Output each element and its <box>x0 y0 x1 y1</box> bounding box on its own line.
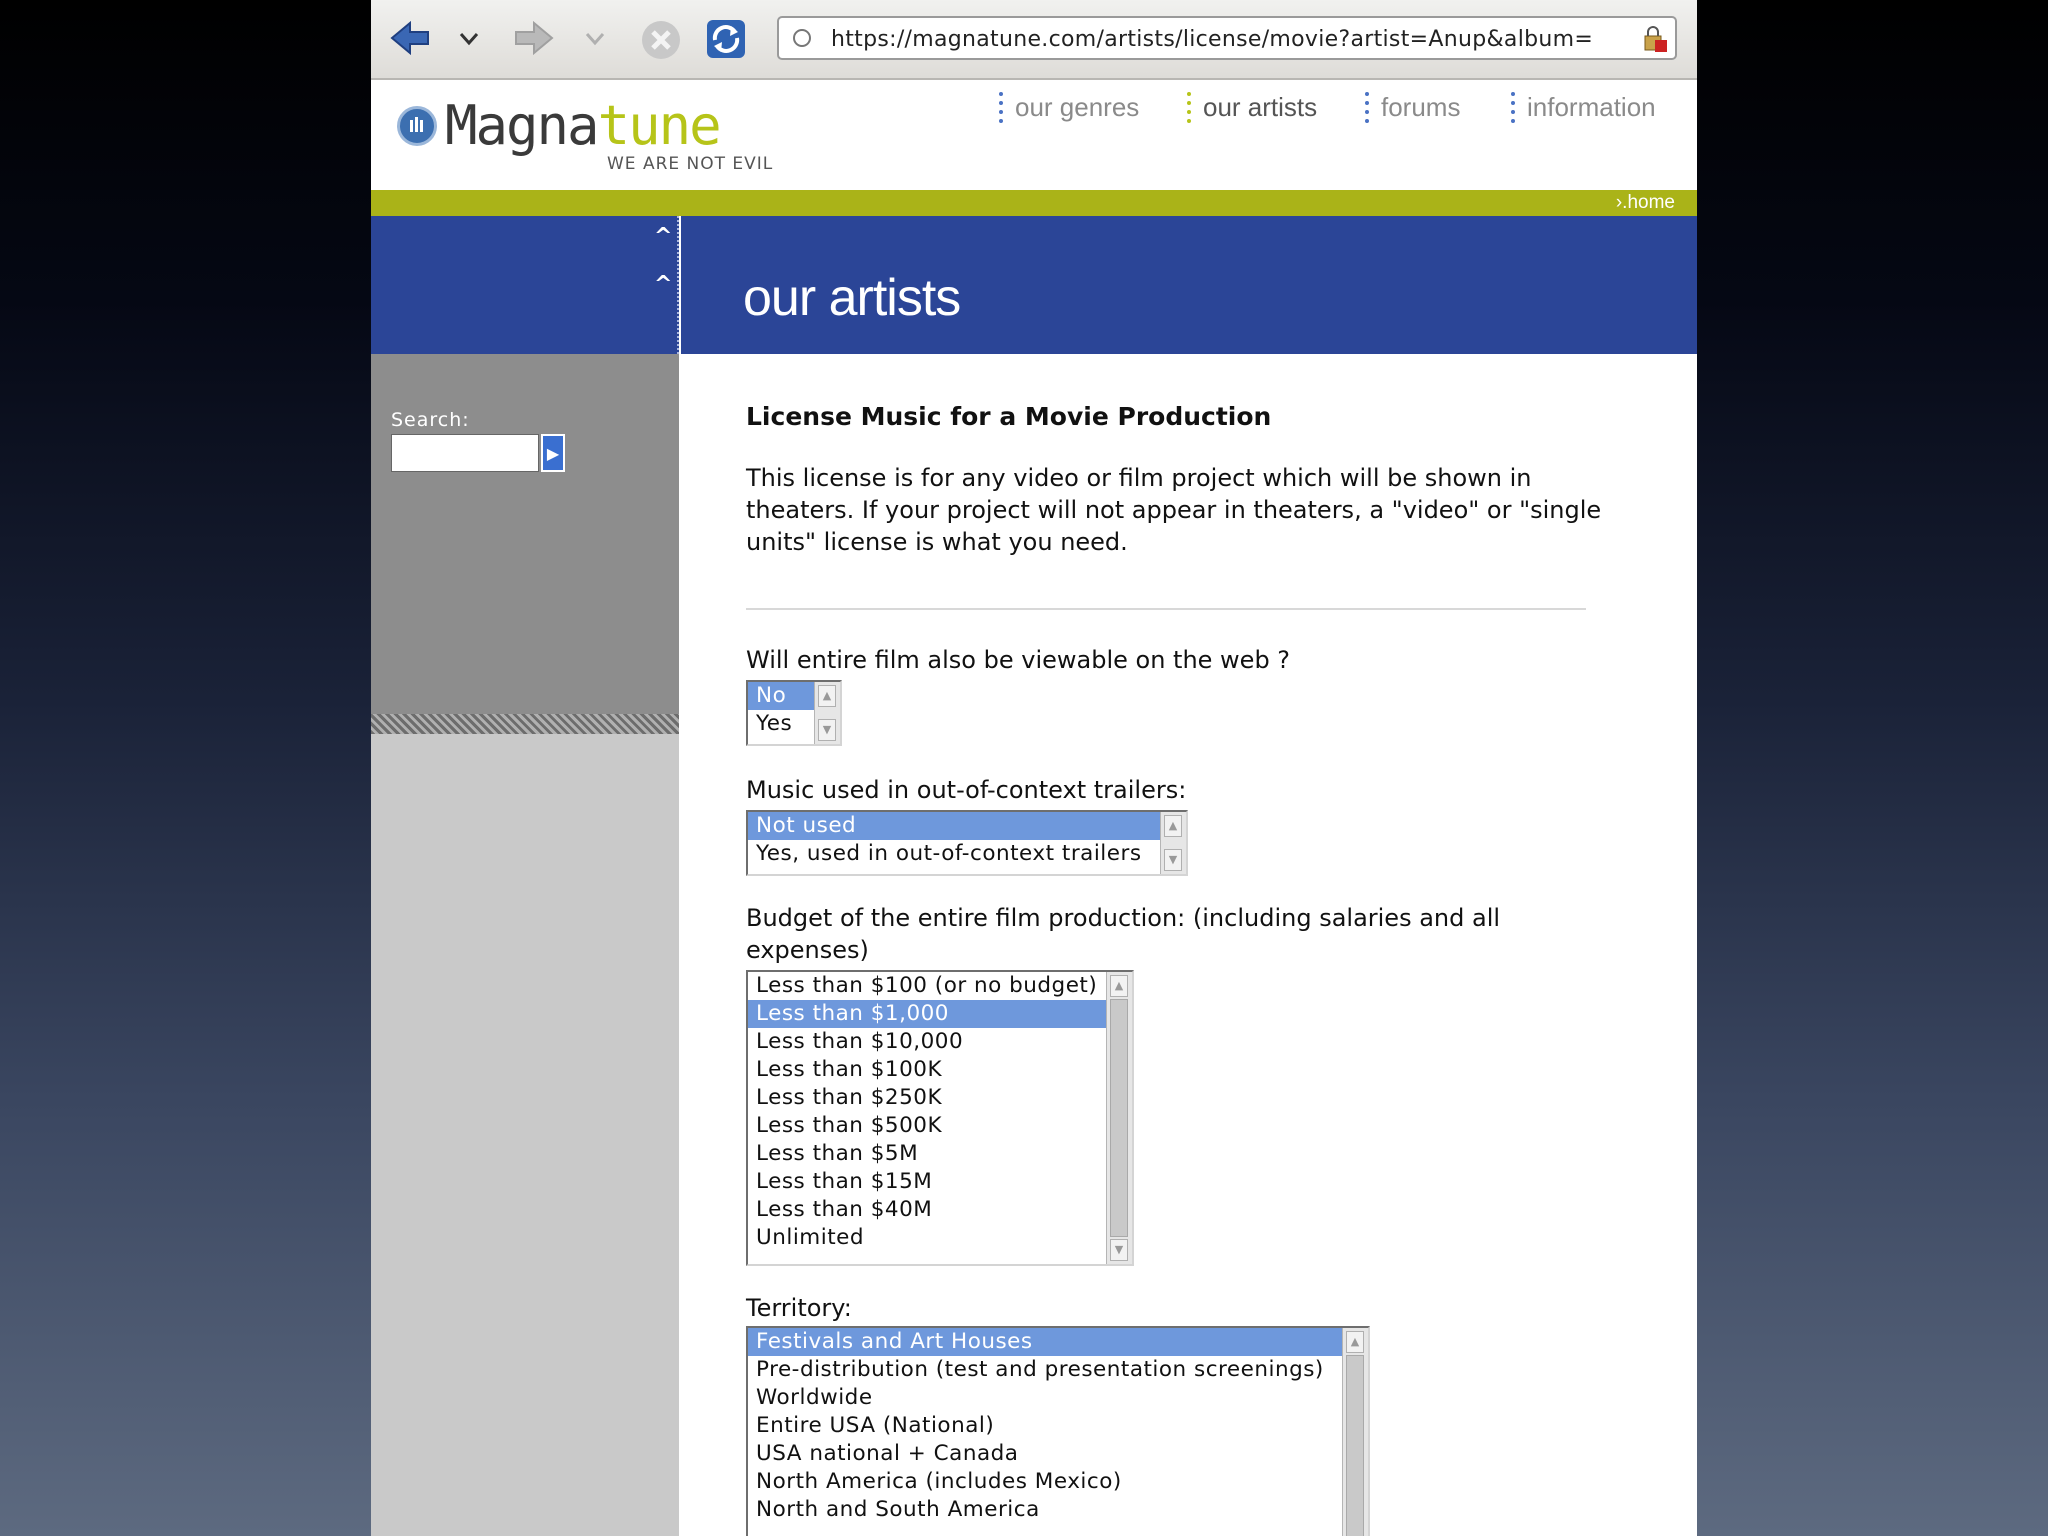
scrollbar[interactable] <box>1160 812 1186 874</box>
scroll-up-arrow-icon[interactable]: ▲ <box>1346 1331 1364 1353</box>
forward-arrow-icon[interactable] <box>513 18 555 58</box>
logo-text-tune: tune <box>597 94 720 157</box>
collapse-up-icon-2[interactable]: ^ <box>654 272 673 297</box>
url-text: https://magnatune.com/artists/license/movie?artist=Anup&album= <box>831 27 1594 52</box>
browser-toolbar <box>371 0 1697 80</box>
list-option[interactable]: North and South America <box>756 1497 1040 1522</box>
home-link-label: home <box>1627 192 1675 213</box>
sidebar <box>371 354 679 714</box>
list-option[interactable]: Not used <box>748 812 1160 840</box>
list-option[interactable]: Festivals and Art Houses <box>748 1328 1342 1356</box>
trailers-select[interactable] <box>746 810 1188 876</box>
list-option[interactable]: Less than $15M <box>756 1169 933 1194</box>
list-option[interactable]: Yes <box>756 711 793 736</box>
license-title: License Music for a Movie Production <box>746 402 1272 431</box>
main-content <box>681 354 1697 1536</box>
site-header <box>371 80 1697 190</box>
site-tagline: WE ARE NOT EVIL <box>607 154 774 174</box>
divider <box>746 608 1586 610</box>
scroll-up-arrow-icon[interactable]: ▲ <box>818 685 836 707</box>
breadcrumb-arrow-icon: ›. <box>1615 192 1628 213</box>
play-arrow-icon: ▶ <box>546 443 560 463</box>
web-viewable-select[interactable] <box>746 680 842 746</box>
scrollbar[interactable] <box>1342 1328 1368 1536</box>
forward-history-chevron-down-icon[interactable] <box>583 24 607 54</box>
list-option[interactable]: Less than $100K <box>756 1057 943 1082</box>
page-banner <box>681 216 1697 354</box>
nav-our-genres[interactable]: our genres <box>999 92 1139 123</box>
scroll-thumb[interactable] <box>1346 1355 1364 1536</box>
scroll-thumb[interactable] <box>1110 999 1128 1237</box>
scroll-down-arrow-icon[interactable]: ▼ <box>818 719 836 741</box>
scrollbar[interactable] <box>1106 972 1132 1264</box>
site-logo[interactable] <box>445 94 720 157</box>
scrollbar[interactable] <box>814 682 840 744</box>
url-bar[interactable] <box>777 16 1677 60</box>
nav-information[interactable]: information <box>1511 92 1656 123</box>
logo-text-magna: Magna <box>445 94 598 157</box>
list-option[interactable]: Less than $40M <box>756 1197 933 1222</box>
list-option[interactable]: No <box>748 682 840 710</box>
stop-icon[interactable] <box>639 18 683 62</box>
list-option[interactable]: USA national + Canada <box>756 1441 1019 1466</box>
list-option[interactable]: Less than $500K <box>756 1113 943 1138</box>
list-option[interactable]: Worldwide <box>756 1385 873 1410</box>
browser-window <box>371 0 1697 1536</box>
scroll-up-arrow-icon[interactable]: ▲ <box>1164 815 1182 837</box>
search-submit-button[interactable] <box>541 434 565 472</box>
scroll-up-arrow-icon[interactable]: ▲ <box>1110 975 1128 997</box>
trailers-label: Music used in out-of-context trailers: <box>746 776 1187 804</box>
list-option[interactable]: Pre-distribution (test and presentation screenings) <box>756 1357 1324 1382</box>
magnatune-logo-icon[interactable] <box>397 106 437 146</box>
budget-label: Budget of the entire film production: (including salaries and all expenses) <box>746 904 1501 964</box>
search-label: Search: <box>391 409 470 431</box>
collapse-up-icon[interactable]: ^ <box>654 224 673 249</box>
list-option[interactable]: Less than $100 (or no budget) <box>756 973 1098 998</box>
search-input[interactable] <box>391 434 539 472</box>
territory-label: Territory: <box>746 1294 852 1322</box>
scroll-down-arrow-icon[interactable]: ▼ <box>1110 1239 1128 1261</box>
sidebar-header <box>371 216 679 354</box>
sidebar-divider <box>371 714 679 734</box>
nav-our-artists[interactable]: our artists <box>1187 92 1317 123</box>
back-history-chevron-down-icon[interactable] <box>457 24 481 54</box>
list-option[interactable]: North America (includes Mexico) <box>756 1469 1122 1494</box>
list-option[interactable]: Unlimited <box>756 1225 865 1250</box>
site-info-icon[interactable] <box>793 29 811 47</box>
security-lock-icon[interactable] <box>1639 24 1669 54</box>
breadcrumb-bar <box>371 190 1697 216</box>
page-title: our artists <box>743 269 961 327</box>
home-link[interactable] <box>1616 192 1675 214</box>
scroll-down-arrow-icon[interactable]: ▼ <box>1164 849 1182 871</box>
list-option[interactable]: Entire USA (National) <box>756 1413 995 1438</box>
list-option[interactable]: Yes, used in out-of-context trailers <box>756 841 1142 866</box>
list-option[interactable]: Less than $5M <box>756 1141 919 1166</box>
web-viewable-label: Will entire film also be viewable on the web ? <box>746 646 1291 674</box>
sidebar-lower <box>371 734 679 1536</box>
list-option[interactable]: Less than $1,000 <box>748 1000 1106 1028</box>
list-option[interactable]: Less than $250K <box>756 1085 943 1110</box>
list-option[interactable]: Less than $10,000 <box>756 1029 964 1054</box>
territory-select[interactable] <box>746 1326 1370 1536</box>
reload-icon[interactable] <box>703 16 749 62</box>
license-intro: This license is for any video or film project which will be shown in theaters. If your project will not appear in theaters, a "video" or "single units" license is what you need. <box>746 464 1602 556</box>
nav-forums[interactable]: forums <box>1365 92 1460 123</box>
back-arrow-icon[interactable] <box>389 18 431 58</box>
budget-select[interactable] <box>746 970 1134 1266</box>
